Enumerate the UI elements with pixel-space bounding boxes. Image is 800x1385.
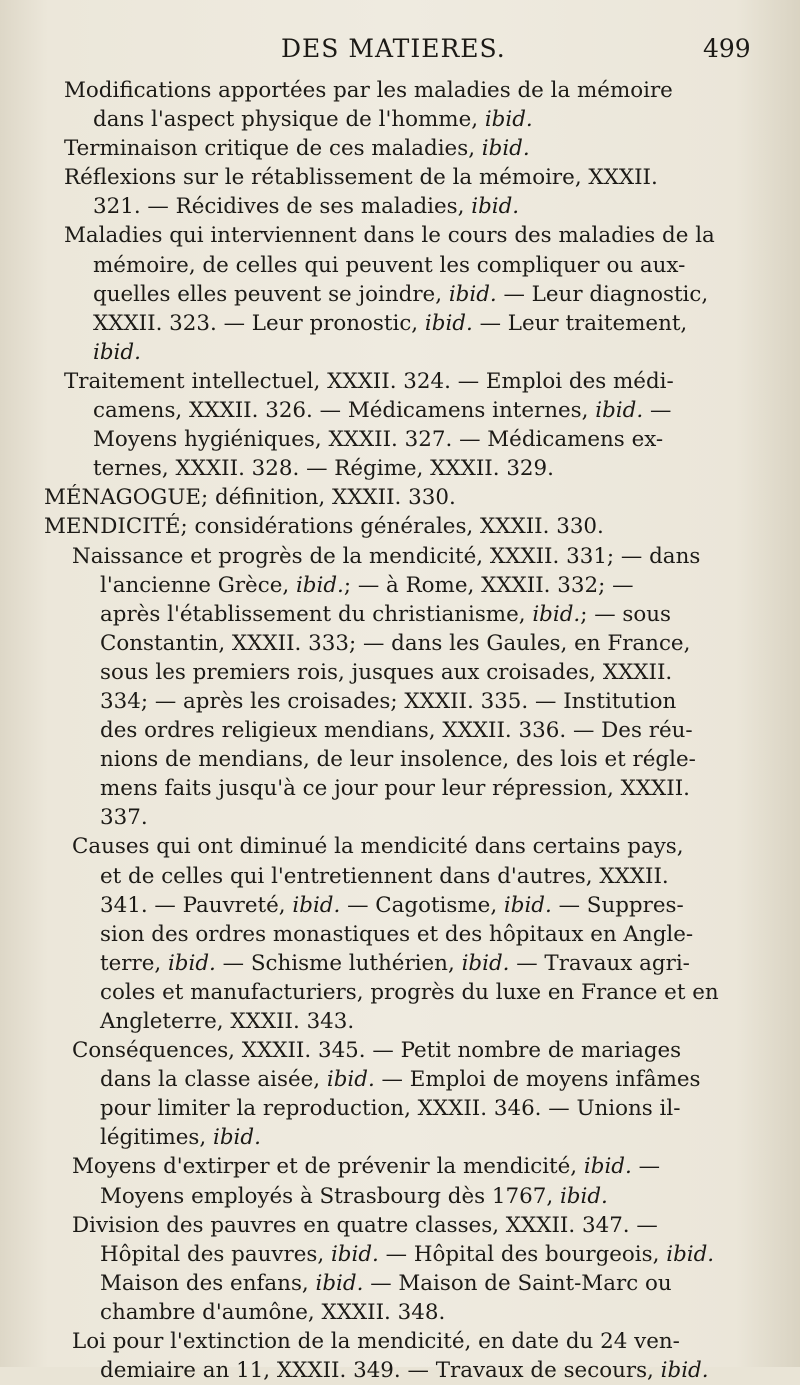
- index-line: 321. — Récidives de ses maladies, ibid.: [93, 194, 520, 220]
- index-line: XXXII. 323. — Leur pronostic, ibid. — Leur traitement,: [93, 310, 688, 336]
- index-entry: [0, 221, 800, 366]
- index-line: Naissance et progrès de la mendicité, XXXII. 331; — dans: [72, 543, 701, 569]
- index-line: coles et manufacturiers, progrès du luxe en France et en: [100, 979, 719, 1005]
- index-line: Conséquences, XXXII. 345. — Petit nombre de mariages: [72, 1038, 682, 1064]
- ibid-reference: ibid.: [583, 1154, 632, 1180]
- ibid-reference: ibid.: [471, 194, 520, 220]
- running-head: DES MATIERES.: [281, 34, 506, 63]
- ibid-reference: ibid.: [481, 136, 530, 162]
- index-line: chambre d'aumône, XXXII. 348.: [100, 1299, 446, 1325]
- ibid-reference: ibid.: [326, 1067, 375, 1093]
- page-header: [0, 34, 800, 74]
- ibid-reference: ibid.: [167, 950, 216, 976]
- index-line: nions de mendians, de leur insolence, des lois et régle-: [100, 747, 696, 773]
- ibid-reference: ibid.: [484, 107, 533, 133]
- index-line: 337.: [100, 805, 148, 831]
- ibid-reference: ibid.: [448, 281, 497, 307]
- index-line: Constantin, XXXII. 333; — dans les Gaules, en France,: [100, 630, 691, 656]
- index-line: sous les premiers rois, jusques aux croisades, XXXII.: [100, 659, 673, 685]
- index-line: [0, 338, 800, 367]
- index-subentry: [0, 832, 800, 1036]
- index-line: Maison des enfans, ibid. — Maison de Saint-Marc ou: [100, 1270, 672, 1296]
- index-line: Loi pour l'extinction de la mendicité, en date du 24 ven-: [72, 1329, 680, 1355]
- ibid-reference: ibid.: [295, 572, 344, 598]
- index-line: l'ancienne Grèce, ibid.; — à Rome, XXXII. 332; —: [100, 572, 634, 598]
- index-line: Maladies qui interviennent dans le cours des maladies de la: [64, 223, 715, 249]
- index-line: pour limiter la reproduction, XXXII. 346. — Unions il-: [100, 1096, 681, 1122]
- page-number: 499: [703, 34, 751, 63]
- index-subentry: [0, 1327, 800, 1385]
- index-line: Moyens hygiéniques, XXXII. 327. — Médicamens ex-: [93, 427, 664, 453]
- ibid-reference: ibid.: [595, 398, 644, 424]
- index-line: Division des pauvres en quatre classes, XXXII. 347. —: [72, 1212, 658, 1238]
- index-line: et de celles qui l'entretiennent dans d'autres, XXXII.: [100, 863, 669, 889]
- ibid-reference: ibid.: [532, 601, 581, 627]
- ibid-reference: ibid.: [503, 892, 552, 918]
- index-line: légitimes, ibid.: [100, 1125, 261, 1151]
- index-line: Moyens employés à Strasbourg dès 1767, ibid.: [100, 1183, 608, 1209]
- index-line: après l'établissement du christianisme, ibid.; — sous: [100, 601, 672, 627]
- index-line: demiaire an 11, XXXII. 349. — Travaux de secours, ibid.: [100, 1358, 709, 1384]
- index-line: Traitement intellectuel, XXXII. 324. — Emploi des médi-: [64, 368, 674, 394]
- index-line: terre, ibid. — Schisme luthérien, ibid. — Travaux agri-: [100, 950, 690, 976]
- index-line: mémoire, de celles qui peuvent les compliquer ou aux-: [93, 252, 686, 278]
- ibid-reference: ibid.: [213, 1125, 261, 1151]
- index-subentry: [0, 1152, 800, 1210]
- index-subentry: [0, 1211, 800, 1327]
- ibid-reference: ibid.: [292, 892, 341, 918]
- index-line: Angleterre, XXXII. 343.: [100, 1009, 355, 1034]
- index-line: Moyens d'extirper et de prévenir la mendicité, ibid. —: [72, 1154, 660, 1180]
- index-heading-entry: [0, 483, 800, 512]
- ibid-reference: ibid.: [93, 339, 141, 365]
- index-line: Modifications apportées par les maladies de la mémoire: [64, 78, 673, 103]
- ibid-reference: ibid.: [660, 1358, 709, 1384]
- ibid-reference: ibid.: [424, 310, 473, 336]
- ibid-reference: ibid.: [315, 1270, 364, 1296]
- index-line: 341. — Pauvreté, ibid. — Cagotisme, ibid. — Suppres-: [100, 892, 684, 918]
- index-line: dans l'aspect physique de l'homme, ibid.: [93, 107, 533, 133]
- index-entry: [0, 76, 800, 134]
- index-line: dans la classe aisée, ibid. — Emploi de moyens infâmes: [100, 1067, 701, 1093]
- index-body: [0, 76, 800, 1385]
- index-entry: [0, 367, 800, 483]
- index-line: quelles elles peuvent se joindre, ibid. — Leur diagnostic,: [93, 281, 709, 307]
- index-line: sion des ordres monastiques et des hôpitaux en Angle-: [100, 921, 694, 947]
- index-line: MENDICITÉ; considérations générales, XXXII. 330.: [44, 514, 604, 540]
- index-heading-entry: [0, 512, 800, 541]
- ibid-reference: ibid.: [461, 950, 510, 976]
- index-subentry: [0, 1036, 800, 1152]
- index-line: camens, XXXII. 326. — Médicamens internes, ibid. —: [93, 398, 672, 424]
- index-line: Réflexions sur le rétablissement de la mémoire, XXXII.: [64, 165, 658, 191]
- ibid-reference: ibid.: [330, 1241, 379, 1267]
- ibid-reference: ibid.: [666, 1241, 715, 1267]
- index-line: Causes qui ont diminué la mendicité dans certains pays,: [72, 834, 684, 860]
- index-line: 334; — après les croisades; XXXII. 335. — Institution: [100, 688, 677, 714]
- index-line: mens faits jusqu'à ce jour pour leur répression, XXXII.: [100, 776, 690, 802]
- index-line: Hôpital des pauvres, ibid. — Hôpital des bourgeois, ibid.: [100, 1241, 715, 1267]
- ibid-reference: ibid.: [559, 1183, 608, 1209]
- index-line: Terminaison critique de ces maladies, ibid.: [64, 136, 530, 162]
- index-subentry: [0, 542, 800, 833]
- index-entry: [0, 134, 800, 163]
- index-entry: [0, 163, 800, 221]
- index-line: ternes, XXXII. 328. — Régime, XXXII. 329.: [93, 456, 554, 482]
- index-line: MÉNAGOGUE; définition, XXXII. 330.: [44, 485, 456, 511]
- index-line: des ordres religieux mendians, XXXII. 336. — Des réu-: [100, 718, 693, 744]
